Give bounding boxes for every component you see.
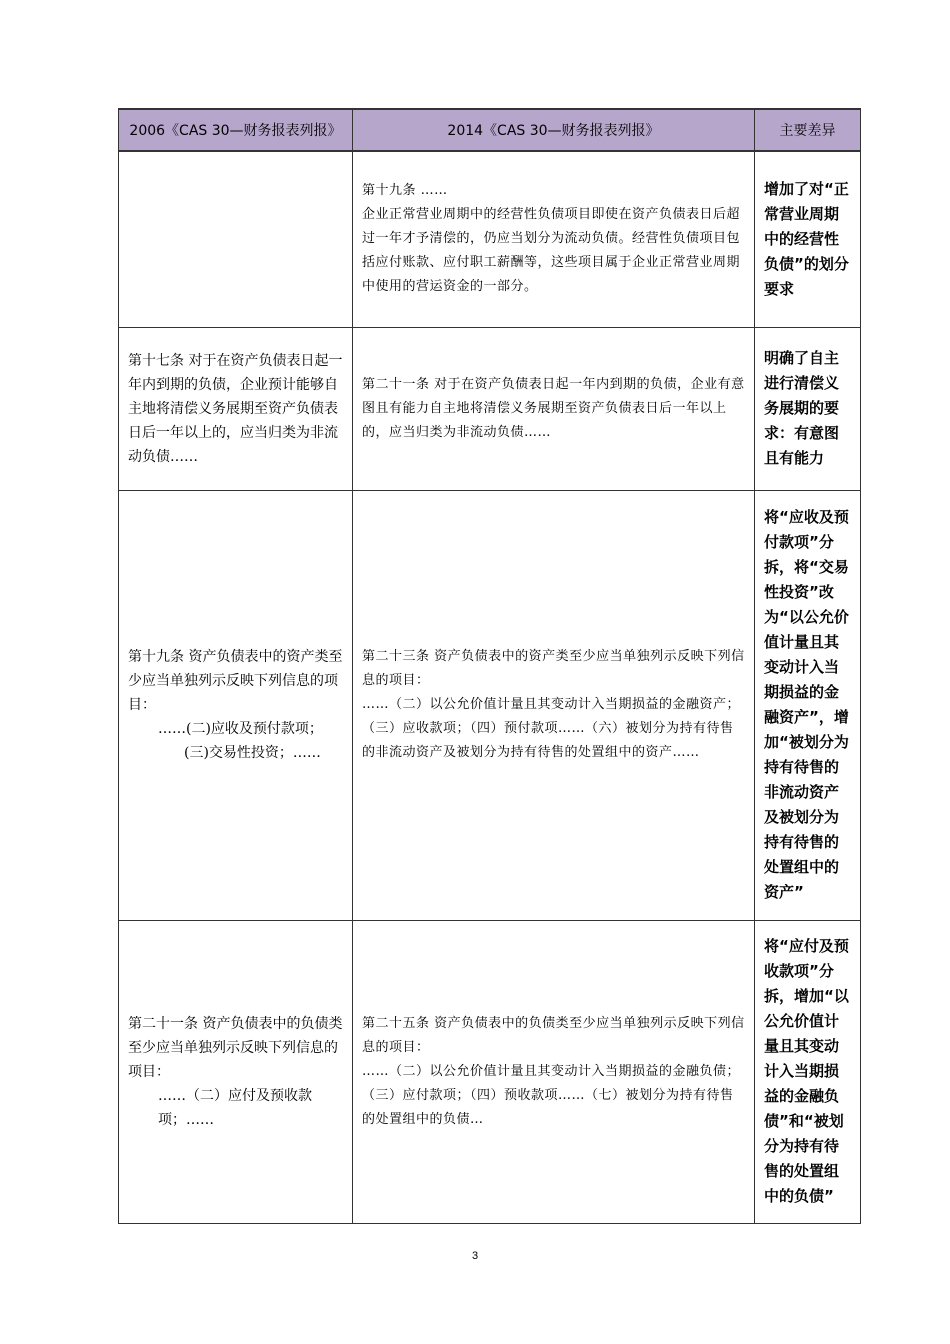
new-clause-text: 企业正常营业周期中的经营性负债项目即使在资产负债表日后超过一年才予清偿的，仍应当划分为流动负债。经营性负债项目包括应付账款、应付职工薪酬等，这些项目属于企业正常营业周期中使用的营运资金的一部分。 xyxy=(362,207,741,295)
old-clause-cell xyxy=(119,327,353,490)
table-row xyxy=(119,490,861,920)
old-clause-cell xyxy=(119,151,353,327)
new-clause-cell xyxy=(353,490,755,920)
page-number: 3 xyxy=(471,1250,479,1262)
new-clause-text: 第二十三条 资产负债表中的资产类至少应当单独列示反映下列信息的项目： xyxy=(362,649,745,688)
difference-cell: 将“应收及预付款项”分拆，将“交易性投资”改为“以公允价值计量且其变动计入当期损益的金融资产”，增加“被划分为持有待售的非流动资产及被划分为持有待售的处置组中的资产” xyxy=(755,490,861,920)
new-clause-text: 第二十一条 对于在资产负债表日起一年内到期的负债，企业有意图且有能力自主地将清偿义务展期至资产负债表日后一年以上的，应当归类为非流动负债…… xyxy=(362,376,745,440)
table-row xyxy=(119,920,861,1223)
table-row xyxy=(119,151,861,327)
new-clause-heading: 第十九条 …… xyxy=(362,183,448,199)
old-clause-text: 第十七条 对于在资产负债表日起一年内到期的负债，企业预计能够自主地将清偿义务展期至资产负债表日后一年以上的，应当归类为非流动负债…… xyxy=(128,352,343,465)
header-differences: 主要差异 xyxy=(755,109,861,151)
table-row xyxy=(119,327,861,490)
old-clause-cell xyxy=(119,490,353,920)
new-clause-text: 第二十五条 资产负债表中的负债类至少应当单独列示反映下列信息的项目： xyxy=(362,1015,745,1055)
new-clause-cell xyxy=(353,920,755,1223)
new-clause-items: ……（二）以公允价值计量且其变动计入当期损益的金融资产；（三）应收款项；（四）预付款项……（六）被划分为持有待售的非流动资产及被划分为持有待售的处置组中的资产…… xyxy=(362,697,741,760)
difference-cell: 将“应付及预收款项”分拆，增加“以公允价值计量且其变动计入当期损益的金融负债”和“被划分为持有待售的处置组中的负债” xyxy=(755,920,861,1223)
new-clause-cell xyxy=(353,327,755,490)
new-clause-cell xyxy=(353,151,755,327)
header-row xyxy=(119,109,861,151)
header-2014: 2014《CAS 30—财务报表列报》 xyxy=(353,109,755,151)
comparison-table xyxy=(118,108,861,1224)
old-clause-cell xyxy=(119,920,353,1223)
difference-cell: 明确了自主进行清偿义务展期的要求：有意图且有能力 xyxy=(755,327,861,490)
old-clause-item: ……（二）应付及预收款项；…… xyxy=(158,1087,312,1128)
old-clause-item: (三)交易性投资；…… xyxy=(184,745,321,761)
new-clause-items: ……（二）以公允价值计量且其变动计入当期损益的金融负债；（三）应付款项；（四）预收款项……（七）被划分为持有待售的处置组中的负债… xyxy=(362,1063,741,1127)
old-clause-text: 第二十一条 资产负债表中的负债类至少应当单独列示反映下列信息的项目： xyxy=(128,1015,343,1080)
difference-cell: 增加了对“正常营业周期中的经营性负债”的划分要求 xyxy=(755,151,861,327)
old-clause-text: 第十九条 资产负债表中的资产类至少应当单独列示反映下列信息的项目： xyxy=(128,649,343,713)
old-clause-item: ……(二)应收及预付款项； xyxy=(158,721,323,737)
header-2006: 2006《CAS 30—财务报表列报》 xyxy=(119,109,353,151)
